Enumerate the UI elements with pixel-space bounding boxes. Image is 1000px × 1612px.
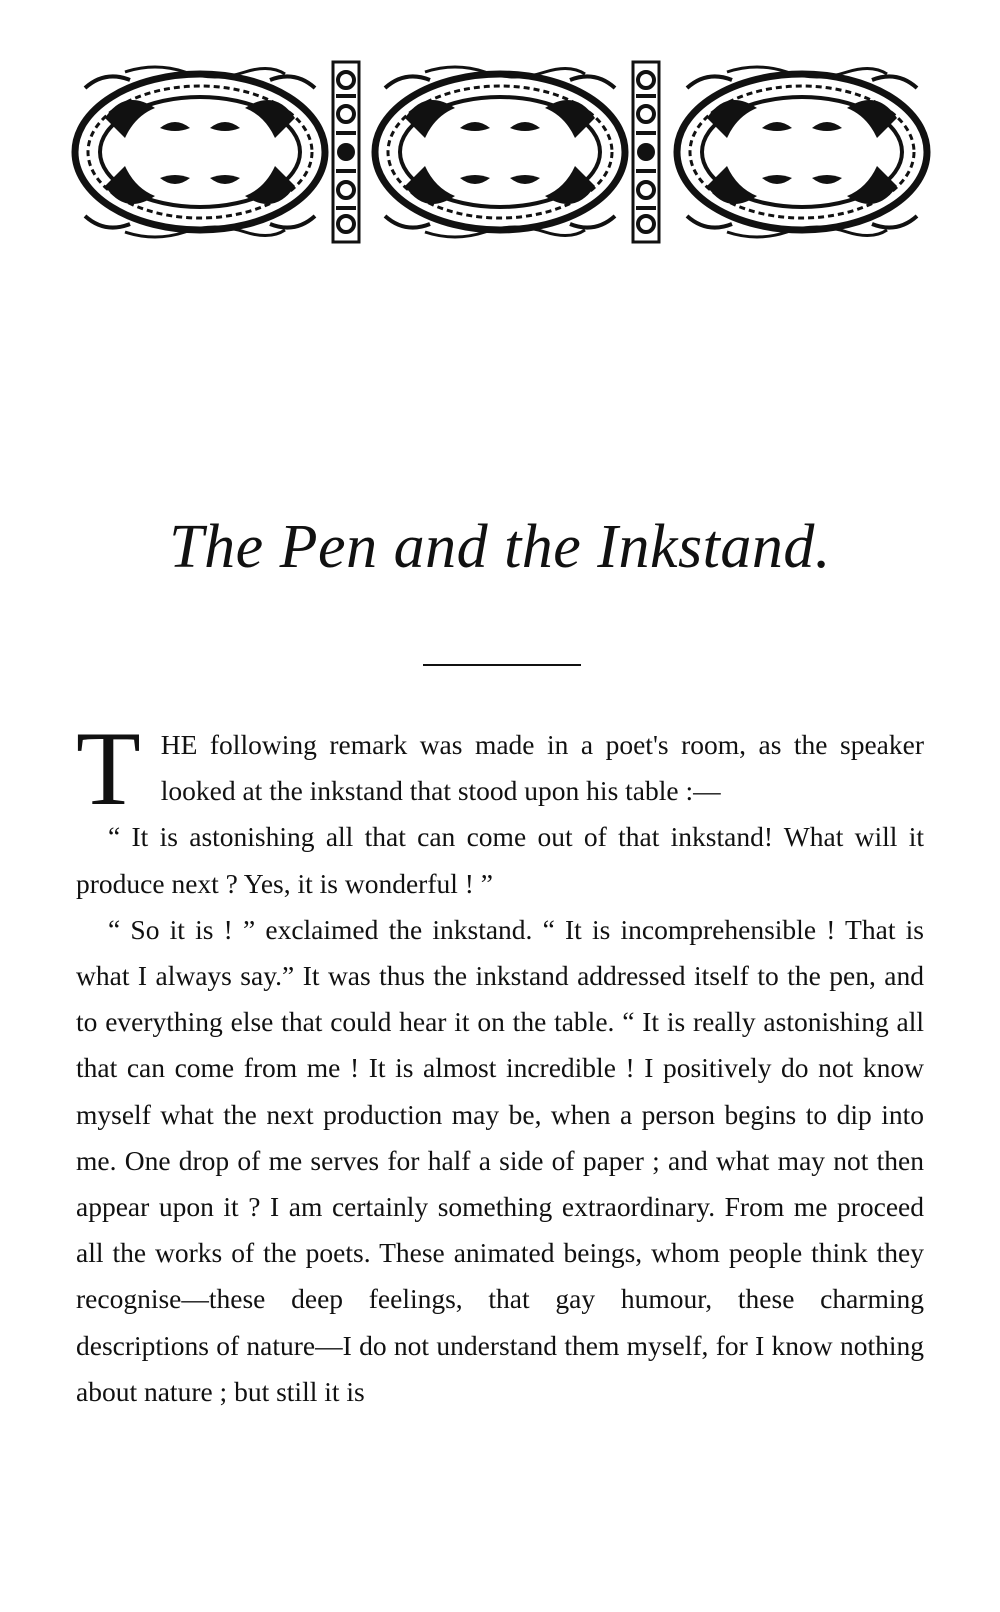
chapter-title: The Pen and the Inkstand. — [169, 513, 831, 581]
body-text — [76, 710, 924, 1415]
paragraph-1 — [76, 710, 924, 827]
drop-cap: T — [76, 710, 141, 827]
paragraph-2: “ It is astonishing all that can come out of that inkstand! What will it produce next ? Yes, it is wonderful ! ” — [76, 821, 924, 899]
paragraph-1-text: HE following remark was made in a poet's room, as the speaker looked at the inkstand that stood upon his table :— — [160, 729, 924, 807]
paragraph-3: “ So it is ! ” exclaimed the inkstand. “ It is incomprehensible ! That is what I always say.” It was thus the inkstand addressed itself to the pen, and to everything else that could hear it on the table. “ It is really astonishing all that can come from me ! It is almost incredible ! I positively do not know myself what the next production may be, when a person begins to dip into me. One drop of me serves for half a side of paper ; and what may not then appear upon it ? I am certainly something extraordinary. From me proceed all the works of the poets. These animated beings, whom people think they recognise—these deep feelings, that gay humour, these charming descriptions of nature—I do not understand them myself, for I know nothing about nature ; but still it is — [76, 913, 924, 1407]
header-ornament — [65, 58, 945, 246]
title-divider — [423, 664, 581, 666]
